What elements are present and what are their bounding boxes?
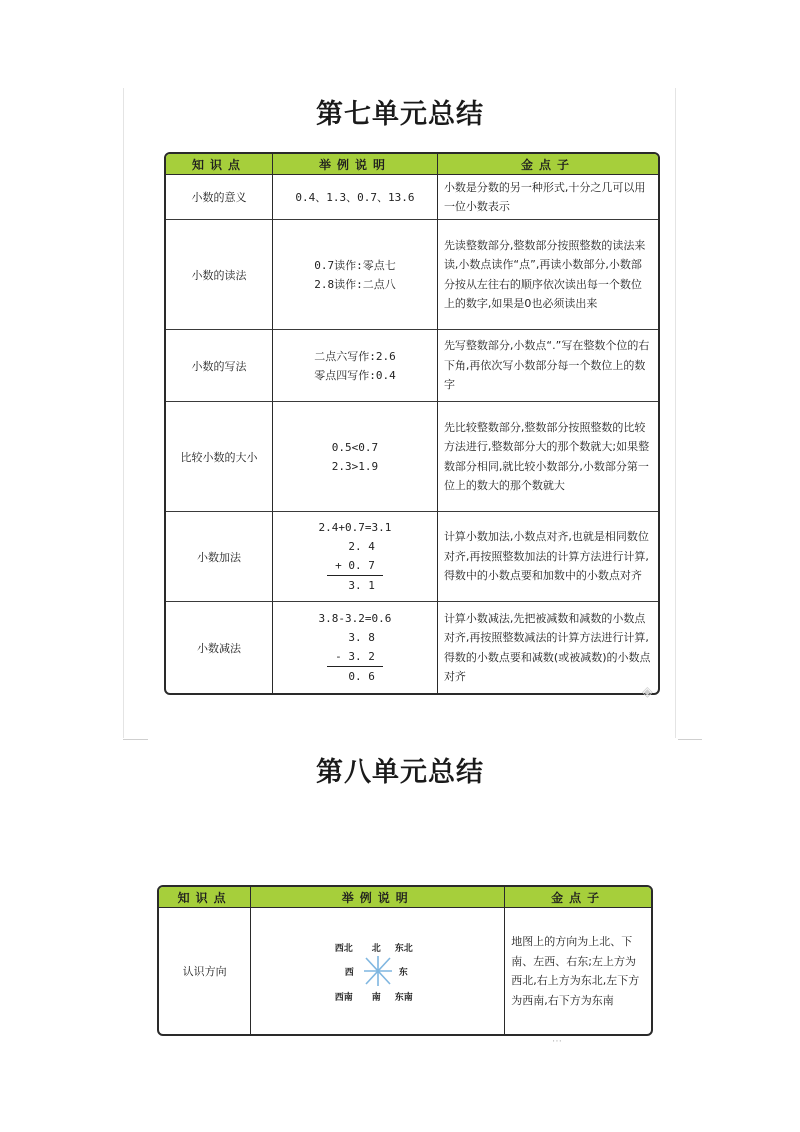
tip-cell: 计算小数减法,先把被减数和减数的小数点对齐,再按照整数减法的计算方法进行计算,得数的小数点要和减数(或被减数)的小数点对齐 [437, 601, 658, 693]
calc-operand: 2. 4 [348, 540, 375, 553]
page-divider-right [678, 739, 702, 740]
tip-cell: 先写整数部分,小数点“.”写在整数个位的右下角,再依次写小数部分每一个数位上的数字 [437, 329, 658, 401]
calc-result: 0. 6 [348, 670, 375, 683]
topic-cell: 认识方向 [182, 965, 227, 978]
topic-cell: 小数减法 [166, 601, 272, 693]
page-border-left [123, 88, 124, 738]
topic-cell: 小数加法 [166, 511, 272, 601]
example-cell [272, 401, 437, 511]
table-row [166, 401, 658, 511]
header-knowledge: 知识点 [159, 887, 250, 908]
example-cell [272, 219, 437, 329]
example-cell [272, 329, 437, 401]
topic-cell: 小数的读法 [166, 219, 272, 329]
example-line: 0.7读作:零点七 [314, 258, 396, 272]
header-example: 举例说明 [272, 154, 437, 175]
header-example: 举例说明 [250, 887, 504, 908]
example-line: 0.5<0.7 [331, 440, 379, 454]
direction-southwest: 西南 [334, 993, 353, 1003]
direction-west: 西 [344, 968, 354, 978]
table-header-row [159, 887, 651, 908]
direction-north: 北 [371, 944, 381, 954]
page-divider-left [123, 739, 148, 740]
tip-cell: 计算小数加法,小数点对齐,也就是相同数位对齐,再按照整数加法的计算方法进行计算,得数中的小数点要和加数中的小数点对齐 [437, 511, 658, 601]
example-cell [272, 511, 437, 601]
direction-south: 南 [371, 993, 381, 1003]
tip-cell: 地图上的方向为上北、下南、左西、右东;左上方为西北,右上方为东北,左下方为西南,右下方为东南 [504, 908, 651, 1034]
table-row [166, 511, 658, 601]
vertical-calculation [327, 537, 383, 595]
footer-watermark: ⋯ [552, 1036, 562, 1047]
compass-rose-icon [363, 954, 393, 988]
table-row [166, 329, 658, 401]
topic-cell: 小数的写法 [166, 329, 272, 401]
table-row [166, 219, 658, 329]
direction-northeast: 东北 [394, 944, 413, 954]
compass-diagram [333, 940, 423, 1002]
equation-line: 2.4+0.7=3.1 [318, 521, 392, 534]
calc-operand: - 3. 2 [327, 647, 383, 667]
example-line: 2.8读作:二点八 [314, 277, 396, 291]
tip-cell: 小数是分数的另一种形式,十分之几可以用一位小数表示 [437, 175, 658, 219]
example-line: 2.3>1.9 [331, 459, 379, 473]
watermark-icon: ◈ [642, 684, 653, 700]
table-header-row [166, 154, 658, 175]
topic-cell: 比较小数的大小 [166, 401, 272, 511]
example-cell [272, 175, 437, 219]
direction-southeast: 东南 [394, 993, 413, 1003]
equation-line: 3.8-3.2=0.6 [318, 612, 392, 625]
example-line: 二点六写作:2.6 [314, 349, 396, 363]
table-row [166, 601, 658, 693]
example-line: 0.4、1.3、0.7、13.6 [295, 190, 415, 204]
calc-operand: + 0. 7 [327, 556, 383, 576]
page-border-right [675, 88, 676, 738]
topic-cell: 小数的意义 [191, 191, 247, 204]
table-row [166, 175, 658, 219]
calc-operand: 3. 8 [348, 631, 375, 644]
example-cell [250, 908, 504, 1034]
tip-cell: 先比较整数部分,整数部分按照整数的比较方法进行,整数部分大的那个数就大;如果整数部分相同,就比较小数部分,小数部分第一位上的数大的那个数就大 [437, 401, 658, 511]
unit7-summary-table [164, 152, 660, 695]
page-title-unit7: 第七单元总结 [316, 99, 484, 130]
tip-cell: 先读整数部分,整数部分按照整数的读法来读,小数点读作“点”,再读小数部分,小数部分按从左往右的顺序依次读出每一个数位上的数字,如果是0也必须读出来 [437, 219, 658, 329]
header-knowledge: 知识点 [166, 154, 272, 175]
vertical-calculation [327, 628, 383, 686]
table-row [159, 908, 651, 1034]
header-tip: 金点子 [504, 887, 651, 908]
calc-result: 3. 1 [348, 579, 375, 592]
example-cell [272, 601, 437, 693]
unit8-summary-table [157, 885, 653, 1036]
example-line: 零点四写作:0.4 [314, 368, 396, 382]
header-tip: 金点子 [437, 154, 658, 175]
page-title-unit8: 第八单元总结 [316, 757, 484, 788]
direction-east: 东 [398, 968, 408, 978]
direction-northwest: 西北 [334, 944, 353, 954]
